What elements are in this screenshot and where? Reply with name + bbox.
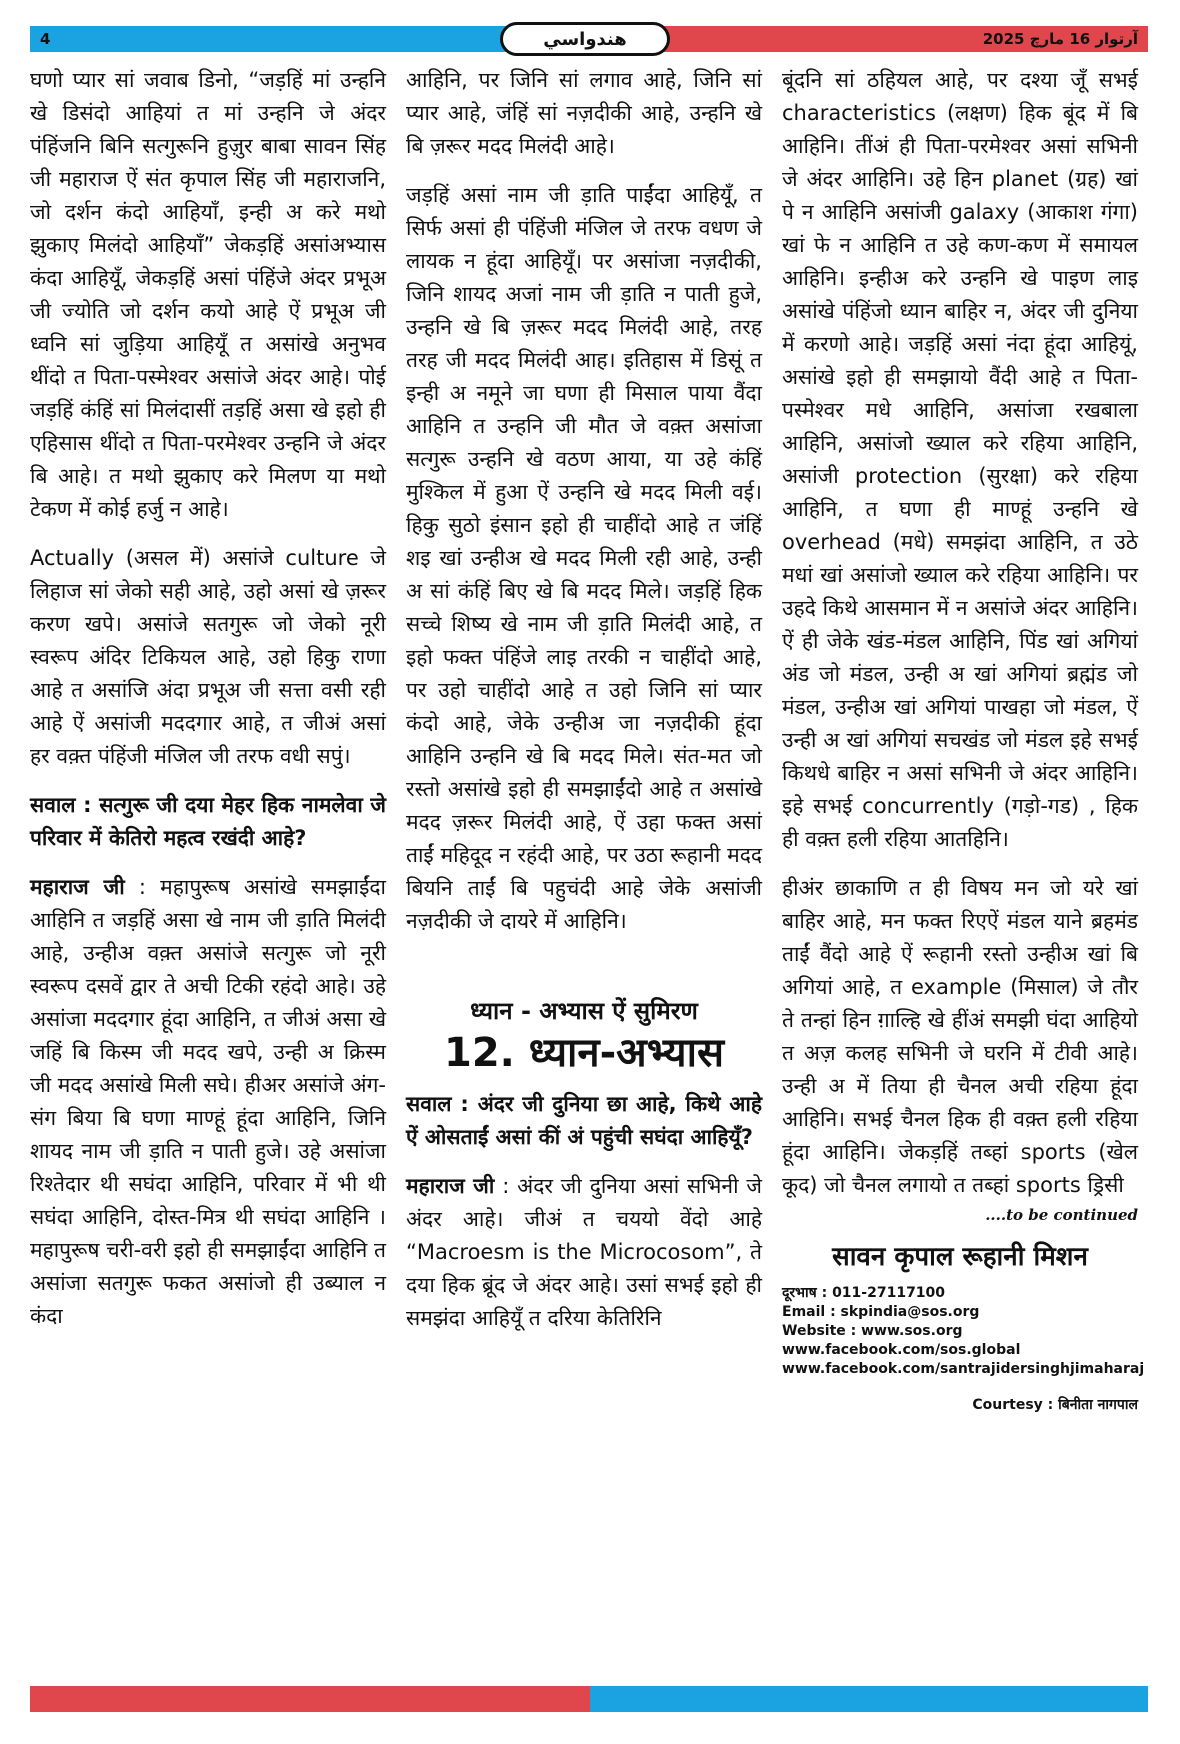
answer <box>30 871 386 1333</box>
column-3 <box>782 64 1145 1422</box>
paragraph: जड़हिं असां नाम जी ड़ाति पाईंदा आहियूँ, त सिर्फ असां ही पंहिंजी मंजिल जे तरफ वधण जे लायक न हूंदा आहियूँ। पर असांजा नज़दीकी, जिनि शायद अजां नाम जी ड़ाति न पाती हुजे, उन्हनि खे बि ज़रूर मदद मिलंदी आहे, तरह तरह जी मदद मिलंदी आह। इतिहास में डिसूं त इन्ही अ नमूने जा घणा ही मिसाल पाया वैंदा आहिनि त उन्हनि जी मौत जे वक़्त असांजा सत्गुरू उन्हनि खे वठण आया, या उहे कंहिं मुश्किल में हुआ ऐं उन्हनि खे मदद मिली वई। हिकु सुठो इंसान इहो ही चाहींदो आहे त जंहिं शइ खां उन्हीअ खे मदद मिली रही आहे, उन्ही अ सां कंहिं बिए खे बि मदद मिले। जड़हिं हिक सच्चे शिष्य खे नाम जी ड़ाति मिलंदी आहे, त इहो फक्त पंहिंजे लाइ तरकी न चाहींदो आहे, पर उहो चाहींदो आहे त उहो जिनि सां प्यार कंदो आहे, जेके उन्हीअ जा नज़दीकी हूंदा आहिनि उन्हनि खे बि मदद मिले। संत-मत जो रस्तो असांखे इहो ही समझाईंदो आहे त असांखे मदद ज़रूर मिलंदी आहे, ऐं उहा फक्त असां ताईं महिदूद न रहंदी आहे, पर उठा रूहानी मदद बियनि ताईं बि पहुचंदी आहे जेके असांजी नज़दीकी जे दायरे में आहिनि। <box>406 183 762 933</box>
contact-block <box>782 1284 1145 1379</box>
issue-date: آرتوار 16 مارچ 2025 <box>982 30 1138 48</box>
newspaper-logo: هندواسي <box>500 22 670 56</box>
question: सवाल : सत्गुरू जी दया मेहर हिक नामलेवा जे परिवार में केतिरो महत्व रखंदी आहे? <box>30 793 386 850</box>
paragraph: हीअंर छाकाणि त ही विषय मन जो यरे खां बाहिर आहे, मन फक्त रिएऐं मंडल याने ब्रहमंड ताईं वैंदो आहे ऐं रूहानी रस्तो उन्हीअ खां बि अगियां आहे, त example (मिसाल) जे तौर ते तन्हां हिन ग़ाल्हि खे हींअं समझी घंदा आहियो त अज़ कलह सभिनी जे घरनि में टीवी आहे। उन्ही अ में तिया ही चैनल अची रहिया हूंदा आहिनि। सभई चैनल हिक ही वक़्त हली रहिया हूंदा आहिनि। जेकड़हिं तब्हां sports (खेल कूद) जो चैनल लगायो त तब्हां sports ड्रिसी <box>782 876 1138 1197</box>
facebook-link-1: www.facebook.com/sos.global <box>782 1342 1021 1358</box>
courtesy-label: Courtesy : <box>972 1397 1054 1413</box>
header-right-band <box>589 26 1148 52</box>
section-subtitle: ध्यान - अभ्यास ऐं सुमिरण <box>470 997 698 1025</box>
website-text: Website : www.sos.org <box>782 1323 963 1339</box>
paragraph: Actually (असल में) असांजे culture जे लिहाज सां जेको सही आहे, उहो असां खे ज़रूर करण खपे। असांजे सतगुरू जो जेको नूरी स्वरूप अंदिर टिकियल आहे, उहो हिकु राणा आहे त असांजि अंदा प्रभूअ जी सत्ता वसी रही आहे ऐं असांजी मददगार आहे, त जीअं असां हर वक़्त पंहिंजी मंजिल जी तरफ वधी सपुं। <box>30 546 386 768</box>
answer-label: महाराज जी <box>30 875 125 899</box>
courtesy-line <box>782 1389 1138 1422</box>
answer-text: : अंदर जी दुनिया असां सभिनी जे अंदर आहे। जीअं त चययो वेंदो आहे “Macroesm is the Microcosom”, ते दया हिक ब्रूंद जे अंदर आहे। उसां सभई इहो ही समझंदा आहियूँ त दरिया केतिरिनि <box>406 1174 762 1330</box>
courtesy-name: बिनीता नागपाल <box>1058 1397 1138 1413</box>
footer-red-band <box>30 1686 590 1712</box>
paragraph: आहिनि, पर जिनि सां लगाव आहे, जिनि सां प्यार आहे, जंहिं सां नज़दीकी आहे, उन्हनि खे बि ज़रूर मदद मिलंदी आहे। <box>406 68 762 158</box>
paragraph: घणो प्यार सां जवाब डिनो, “जड़हिं मां उन्हनि खे डिसंदो आहियां त मां उन्हनि जे अंदर पंहिंजनि बिनि सत्गुरूनि हुज़ुर बाबा सावन सिंह जी महाराज ऐं संत कृपाल सिंह जी महाराजनि, जो दर्शन कंदो आहियाँ, इन्ही अ करे मथो झुकाए मिलंदो आहियाँ” जेकड़हिं असांअभ्यास कंदा आहियूँ, जेकड़हिं असां पंहिंजे अंदर प्रभूअ जी ज्योति जो दर्शन कयो आहे ऐं प्रभूअ जी ध्वनि सां जुड़िया आहियूँ त असांखे अनुभव थींदो त पिता-पस्मेश्वर असांजे अंदर आहे। पोई जड़हिं कंहिं सां मिलंदासीं तड़हिं असा खे इहो ही एहिसास थींदो त पिता-परमेश्वर उन्हनि जे अंदर बि आहे। त मथो झुकाए करे मिलण या मथो टेकण में कोई हर्जु न आहे। <box>30 68 386 521</box>
mission-name: सावन कृपाल रूहानी मिशन <box>832 1242 1088 1272</box>
question: सवाल : अंदर जी दुनिया छा आहे, किथे आहे ऐं ओसताईं असां कीं अं पहुंची सघंदा आहियूँ? <box>406 1092 762 1149</box>
answer-text: : महापुरूष असांखे समझाईंदा आहिनि त जड़हिं असा खे नाम जी ड़ाति मिलंदी आहे, उन्हीअ वक़्त असांजे सत्गुरू जो नूरी स्वरूप दसवें द्वार ते अची टिकी रहंदो आहे। उहे असांजा मददगार हूंदा आहिनि, त जीअं असा खे जहिं बि किस्म जी मदद खपे, उन्ही अ क्रिस्म जी मदद असांखे मिली सघे। हीअर असांजे अंग-संग बिया बि घणा माण्हूं हूंदा आहिनि, जिनि शायद नाम जी ड़ाति न पाती हुजे। उहे असांजा रिश्तेदार थी सघंदा आहिनि, परिवार में भी थी सघंदा आहिनि, दोस्त-मित्र थी सघंदा आहिनि । महापुरूष चरी-वरी इहो ही समझाईंदा आहिनि त असांजा सतगुरू फकत असांजो ही उब्याल न कंदा <box>30 875 386 1328</box>
facebook-link-2: www.facebook.com/santrajidersinghjimaharaj <box>782 1361 1145 1377</box>
column-1 <box>30 64 386 1349</box>
footer-blue-band <box>590 1686 1148 1712</box>
page-number: 4 <box>40 30 51 48</box>
column-2 <box>406 64 762 1351</box>
to-be-continued: ....to be continued <box>985 1206 1138 1224</box>
answer-label: महाराज जी <box>406 1174 495 1198</box>
answer <box>406 1170 762 1335</box>
email-text: Email : skpindia@sos.org <box>782 1304 980 1320</box>
phone-text: दूरभाष : 011-27117100 <box>782 1285 946 1301</box>
paragraph: बूंदनि सां ठहियल आहे, पर दश्या जूँ सभई characteristics (लक्षण) हिक बूंद में बि आहिनि। तींअं ही पिता-परमेश्वर असां सभिनी जे अंदर आहिनि। उहे हिन planet (ग्रह) खां पे न आहिनि असांजी galaxy (आकाश गंगा) खां फे न आहिनि त उहे कण-कण में समायल आहिनि। इन्हीअ करे उन्हनि खे पाइण लाइ असांखे पंहिंजो ध्यान बाहिर न, अंदर जी दुनिया में करणो आहे। जड़हिं असां नंदा हूंदा आहियूं, असांखे इहो ही समझायो वैंदी आहे त पिता-पस्मेश्वर मधे आहिनि, असांजा रखबाला आहिनि, असांजो ख्याल करे रहिया आहिनि, असांजी protection (सुरक्षा) करे रहिया आहिनि, त घणा ही माण्हूं उन्हनि खे overhead (मधे) समझंदा आहिनि, त उठे मधां खां असांजो ख्याल करे रहिया आहिनि। पर उहदे किथे आसमान में न असांजे अंदर आहिनि। ऐं ही जेके खंड-मंडल आहिनि, पिंड खां अगियां अंड जो मंडल, उन्ही अ खां अगियां ब्रह्मंड जो मंडल, उन्हीअ खां अगियां पाखहा जो मंडल, ऐं उन्ही अ खां अगियां सचखंड जो मंडल इहे सभई किथधे बाहिर न असां सभिनी जे अंदर आहिनि। इहे सभई concurrently (गड़ो-गड) , हिक ही वक़्त हली रहिया आतहिनि। <box>782 68 1138 851</box>
section-title: 12. ध्यान-अभ्यास <box>444 1030 724 1076</box>
page-footer <box>30 1686 1148 1712</box>
